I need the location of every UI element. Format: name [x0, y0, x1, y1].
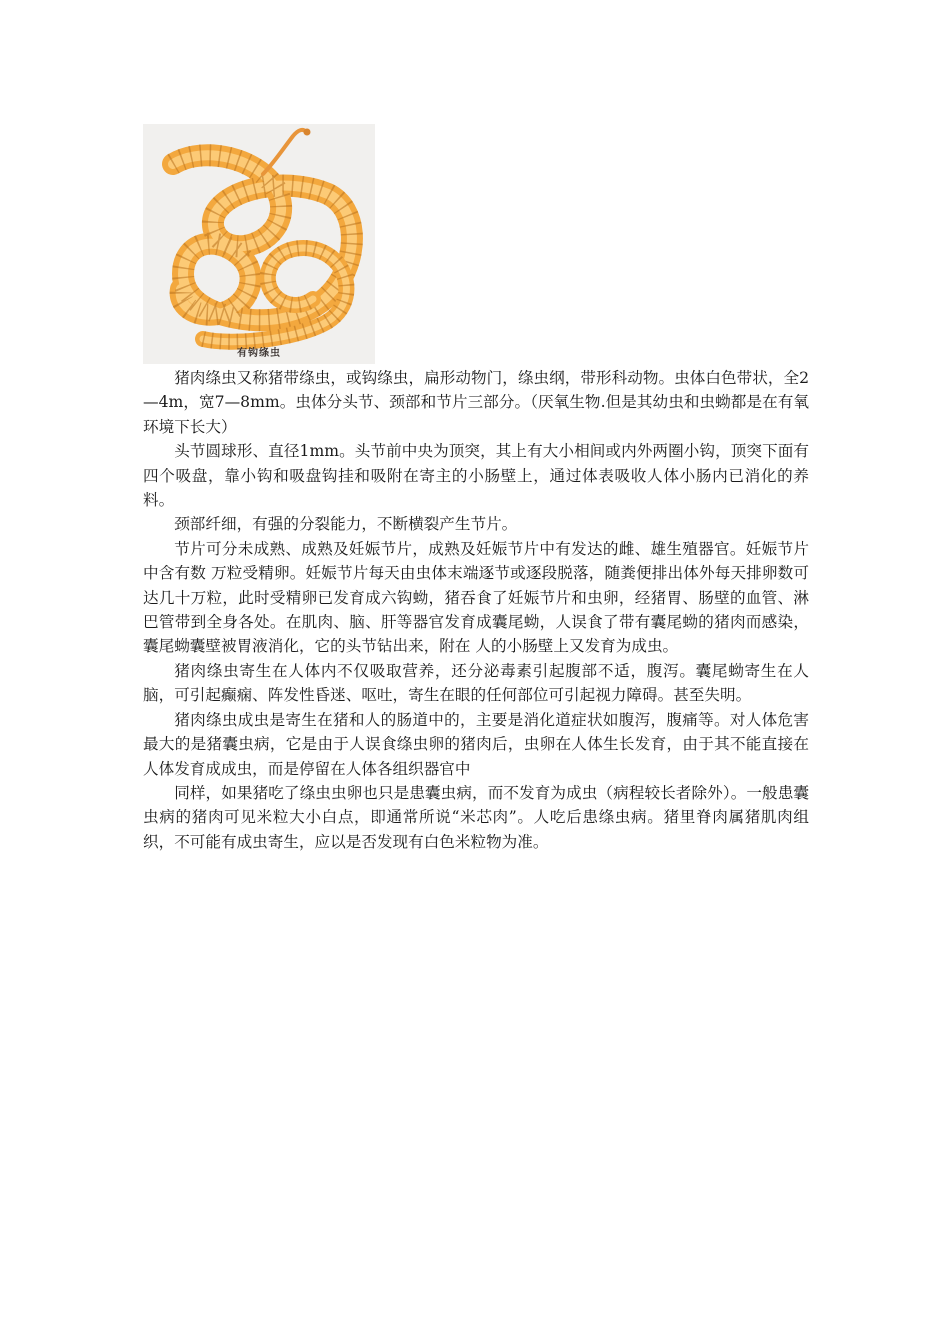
tapeworm-drawing — [143, 124, 375, 364]
tapeworm-neck — [263, 130, 306, 174]
paragraph-segments: 节片可分未成熟、成熟及妊娠节片，成熟及妊娠节片中有发达的雌、雄生殖器官。妊娠节片中含有数 万粒受精卵。妊娠节片每天由虫体末端逐节或逐段脱落，随粪便排出体外每天排卵数可达几十万粒，此时受精卵已发育成六钩蚴，猪吞食了妊娠节片和虫卵，经猪胃、肠壁的血管、淋巴管带到全身各处。在肌肉、脑、肝等器官发育成囊尾蚴，人误食了带有囊尾蚴的猪肉而感染，囊尾蚴囊壁被胃液消化，它的头节钻出来，附在 人的小肠壁上又发育为成虫。 — [143, 539, 809, 656]
figure-caption: 有钩绦虫 — [237, 348, 281, 359]
tapeworm-head — [304, 129, 311, 136]
paragraph-adult-worm: 猪肉绦虫成虫是寄生在猪和人的肠道中的，主要是消化道症状如腹泻，腹痛等。对人体危害最大的是猪囊虫病，它是由于人误食绦虫卵的猪肉后，虫卵在人体生长发育，由于其不能直接在人体发育成成虫，而是停留在人体各组织器官中 — [143, 710, 809, 778]
paragraph-head: 头节圆球形、直径1mm。头节前中央为顶突，其上有大小相间或内外两圈小钩，顶突下面有四个吸盘，靠小钩和吸盘钩挂和吸附在寄主的小肠壁上，通过体表吸收人体小肠内已消化的养料。 — [143, 442, 809, 510]
article-body — [143, 366, 809, 854]
tapeworm-illustration — [143, 124, 375, 364]
paragraph-pork: 同样，如果猪吃了绦虫虫卵也只是患囊虫病，而不发育为成虫（病程较长者除外）。一般患囊虫病的猪肉可见米粒大小白点，即通常所说“米芯肉”。人吃后患绦虫病。猪里脊肉属猪肌肉组织，不可能有成虫寄生，应以是否发现有白色米粒物为准。 — [143, 783, 809, 851]
paragraph-overview: 猪肉绦虫又称猪带绦虫，或钩绦虫，扁形动物门，绦虫纲，带形科动物。虫体白色带状，全2—4m，宽7—8mm。虫体分头节、颈部和节片三部分。（厌氧生物.但是其幼虫和虫蚴都是在有氧环境下长大） — [143, 369, 809, 436]
paragraph-neck: 颈部纤细，有强的分裂能力，不断横裂产生节片。 — [174, 515, 518, 534]
paragraph-harm: 猪肉绦虫寄生在人体内不仅吸取营养，还分泌毒素引起腹部不适，腹泻。囊尾蚴寄生在人脑，可引起癫痫、阵发性昏迷、呕吐，寄生在眼的任何部位可引起视力障碍。甚至失明。 — [143, 661, 809, 705]
